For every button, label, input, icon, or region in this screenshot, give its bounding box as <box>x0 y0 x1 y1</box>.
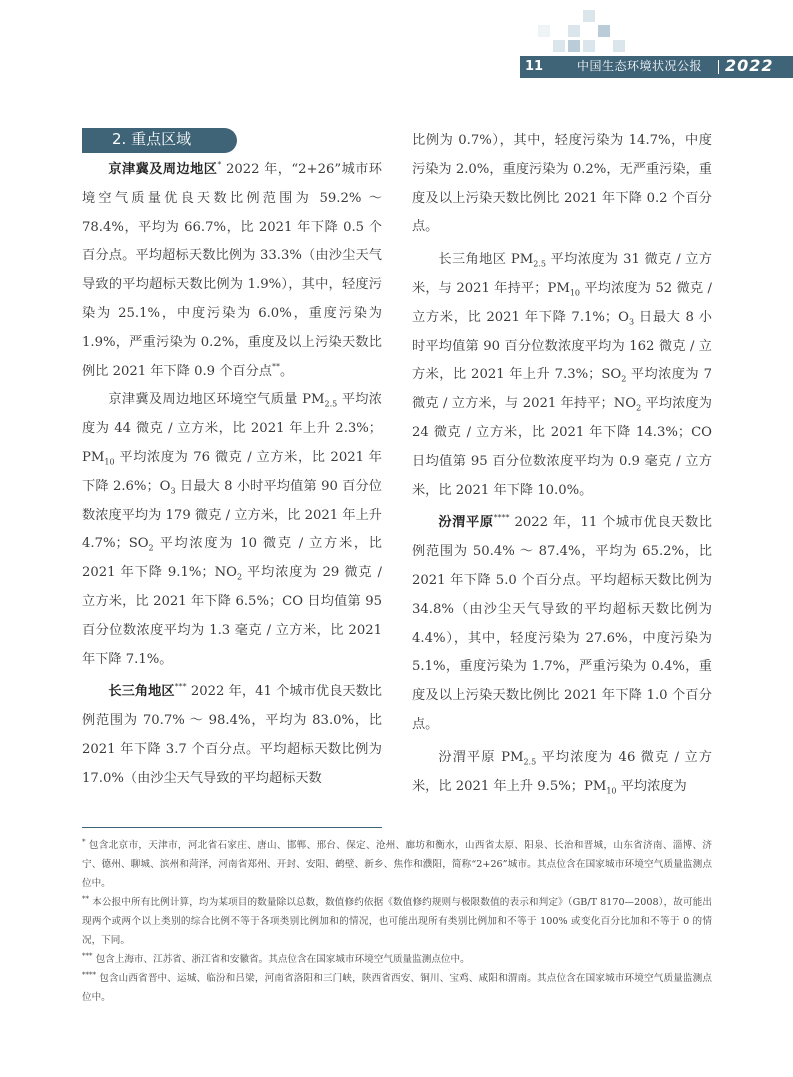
footnote-1 <box>82 836 712 893</box>
header-divider <box>718 60 719 74</box>
paragraph-text: 平均浓度为 46 微克 / 立方米，比 2021 年上升 9.5%；PM <box>412 749 712 794</box>
region-heading-jingjinji: 京津冀及周边地区 <box>108 162 218 177</box>
subscript: 2.5 <box>533 259 546 269</box>
footnote-marker: * <box>82 838 86 846</box>
subscript: 2 <box>621 375 627 385</box>
footnote-text: 包含北京市，天津市，河北省石家庄、唐山、邯郸、邢台、保定、沧州、廊坊和衡水，山西省太原、阳泉、长治和晋城，山东省济南、淄博、济宁、德州、聊城、滨州和菏泽，河南省郑州、开封、安阳、鹤壁、新乡、焦作和濮阳，简称“2+26”城市。其点位含在国家城市环境空气质量监测点位中。 <box>82 840 712 889</box>
subscript: 2 <box>636 403 642 413</box>
footnote-3 <box>82 950 712 969</box>
paragraph-text: 平均浓度为 31 微克 / 立方米，与 2021 年持平；PM <box>412 252 712 296</box>
region-heading-yangtze: 长三角地区 <box>108 684 175 700</box>
region-heading-fenwei: 汾渭平原 <box>438 515 494 531</box>
paragraph-text: 长三角地区 PM <box>438 252 534 268</box>
paragraph-yangtze-continued: 比例为 0.7%），其中，轻度污染为 14.7%，中度污染为 2.0%，重度污染为 0.2%，无严重污染，重度及以上污染天数比例比 2021 年下降 0.2 个百分点。 <box>412 133 712 235</box>
paragraph-text: 平均浓度为 29 微克 / 立方米，比 2021 年下降 6.5%；CO 日均值第 95 百分位数浓度平均为 1.3 毫克 / 立方米，比 2021 年下降 7.1%。 <box>82 565 382 667</box>
footnote-marker: * <box>217 160 222 169</box>
paragraph-jingjinji-summary <box>82 156 382 386</box>
paragraph-text: 平均浓度为 44 微克 / 立方米，比 2021 年上升 2.3%；PM <box>82 392 382 465</box>
paragraph-text: 平均浓度为 52 微克 / 立方米，比 2021 年下降 7.1%；O <box>412 280 712 325</box>
paragraph-fenwei-summary <box>412 509 712 739</box>
footnote-4 <box>82 969 712 1007</box>
paragraph-text: 日最大 8 小时平均值第 90 百分位数浓度平均为 179 微克 / 立方米，比 2021 年上升 4.7%；SO <box>82 478 382 552</box>
footnote-marker: **** <box>493 513 510 523</box>
subscript: 3 <box>170 486 176 496</box>
paragraph-yangtze-summary <box>82 678 382 793</box>
paragraph-yangtze-pollutants <box>412 246 712 505</box>
footnote-marker: ** <box>272 361 280 371</box>
footnote-marker: *** <box>82 952 93 960</box>
footnote-marker: **** <box>82 971 96 979</box>
paragraph-text: 平均浓度为 76 微克 / 立方米，比 2021 年下降 2.6%；O <box>82 449 382 494</box>
paragraph-text: 京津冀及周边地区环境空气质量 PM <box>108 392 325 408</box>
paragraph-text: 平均浓度为 <box>616 778 687 794</box>
subscript: 2.5 <box>324 400 338 410</box>
paragraph-text: 2022 年，41 个城市优良天数比例范围为 70.7% ～ 98.4%，平均为 83.0%，比 2021 年下降 3.7 个百分点。平均超标天数比例为 17.0%（由沙尘天气导致的平均超标天数 <box>82 684 382 786</box>
section-heading: 2. 重点区域 <box>112 130 192 148</box>
paragraph-text: 汾渭平原 PM <box>438 749 524 765</box>
left-column <box>82 156 382 794</box>
paragraph-text: 平均浓度为 24 微克 / 立方米，比 2021 年下降 14.3%；CO 日均值第 95 百分位数浓度平均为 0.9 毫克 / 立方米，比 2021 年下降 10.0%。 <box>412 396 712 498</box>
footnote-text: 包含山西省晋中、运城、临汾和吕梁，河南省洛阳和三门峡，陕西省西安、铜川、宝鸡、咸阳和渭南。其点位含在国家城市环境空气质量监测点位中。 <box>82 973 712 1003</box>
paragraph-fenwei-pollutants <box>412 744 712 802</box>
paragraph-text: 平均浓度为 10 微克 / 立方米，比 2021 年下降 9.1%；NO <box>82 536 382 581</box>
paragraph-jingjinji-pollutants <box>82 386 382 674</box>
subscript: 2 <box>148 544 154 553</box>
paragraph-text: 2022 年，11 个城市优良天数比例范围为 50.4% ～ 87.4%，平均为 65.2%，比 2021 年下降 5.0 个百分点。平均超标天数比例为 34.8%（由沙尘天气导致的平均超标天数比例为 4.4%），其中，轻度污染为 27.6%，中度污染为 5.1%，重度污染为 1.7%，严重污染为 0.4%，重度及以上污染天数比例比 2021 年下降 1.0 个百分点。 <box>412 515 712 732</box>
footnote-marker: ** <box>82 895 89 903</box>
footnote-marker: *** <box>174 682 187 692</box>
paragraph-text: 日最大 8 小时平均值第 90 百分位数浓度平均为 162 微克 / 立方米，比 2021 年上升 7.3%；SO <box>412 309 712 383</box>
page-number: 11 <box>525 59 544 74</box>
footnote-text: 包含上海市、江苏省、浙江省和安徽省。其点位含在国家城市环境空气质量监测点位中。 <box>95 954 470 965</box>
report-year: 2022 <box>725 56 774 75</box>
footnote-divider <box>82 827 382 828</box>
right-column <box>412 127 712 801</box>
paragraph-text: 2022 年，“2+26”城市环境空气质量优良天数比例范围为 59.2% ～ 78.4%，平均为 66.7%，比 2021 年下降 0.5 个百分点。平均超标天数比例为 33.3%（由沙尘天气导致的平均超标天数比例为 1.9%），其中，轻度污染为 25.1%，中度污染为 6.0%，重度污染为 1.9%，严重污染为 0.2%，重度及以上污染天数比例比 2021 年下降 0.9 个百分点 <box>82 162 382 379</box>
footnote-2 <box>82 893 712 950</box>
paragraph-text: 。 <box>280 363 294 379</box>
subscript: 3 <box>628 317 635 327</box>
subscript: 2.5 <box>523 757 537 767</box>
report-title: 中国生态环境状况公报 <box>577 59 703 73</box>
subscript: 2 <box>236 572 243 582</box>
paragraph-text: 平均浓度为 7 微克 / 立方米，与 2021 年持平；NO <box>412 367 712 412</box>
subscript: 10 <box>606 786 617 796</box>
footnote-text: 本公报中所有比例计算，均为某项目的数量除以总数，数值修约依据《数值修约规则与极限数值的表示和判定》（GB/T 8170—2008），故可能出现两个或两个以上类别的综合比例不等于各项类别比例加和的情况，也可能出现所有类别比例加和不等于 100% 或变化百分比加和不等于 0 的情况，下同。 <box>82 897 712 946</box>
subscript: 10 <box>104 457 115 467</box>
subscript: 10 <box>569 288 581 298</box>
